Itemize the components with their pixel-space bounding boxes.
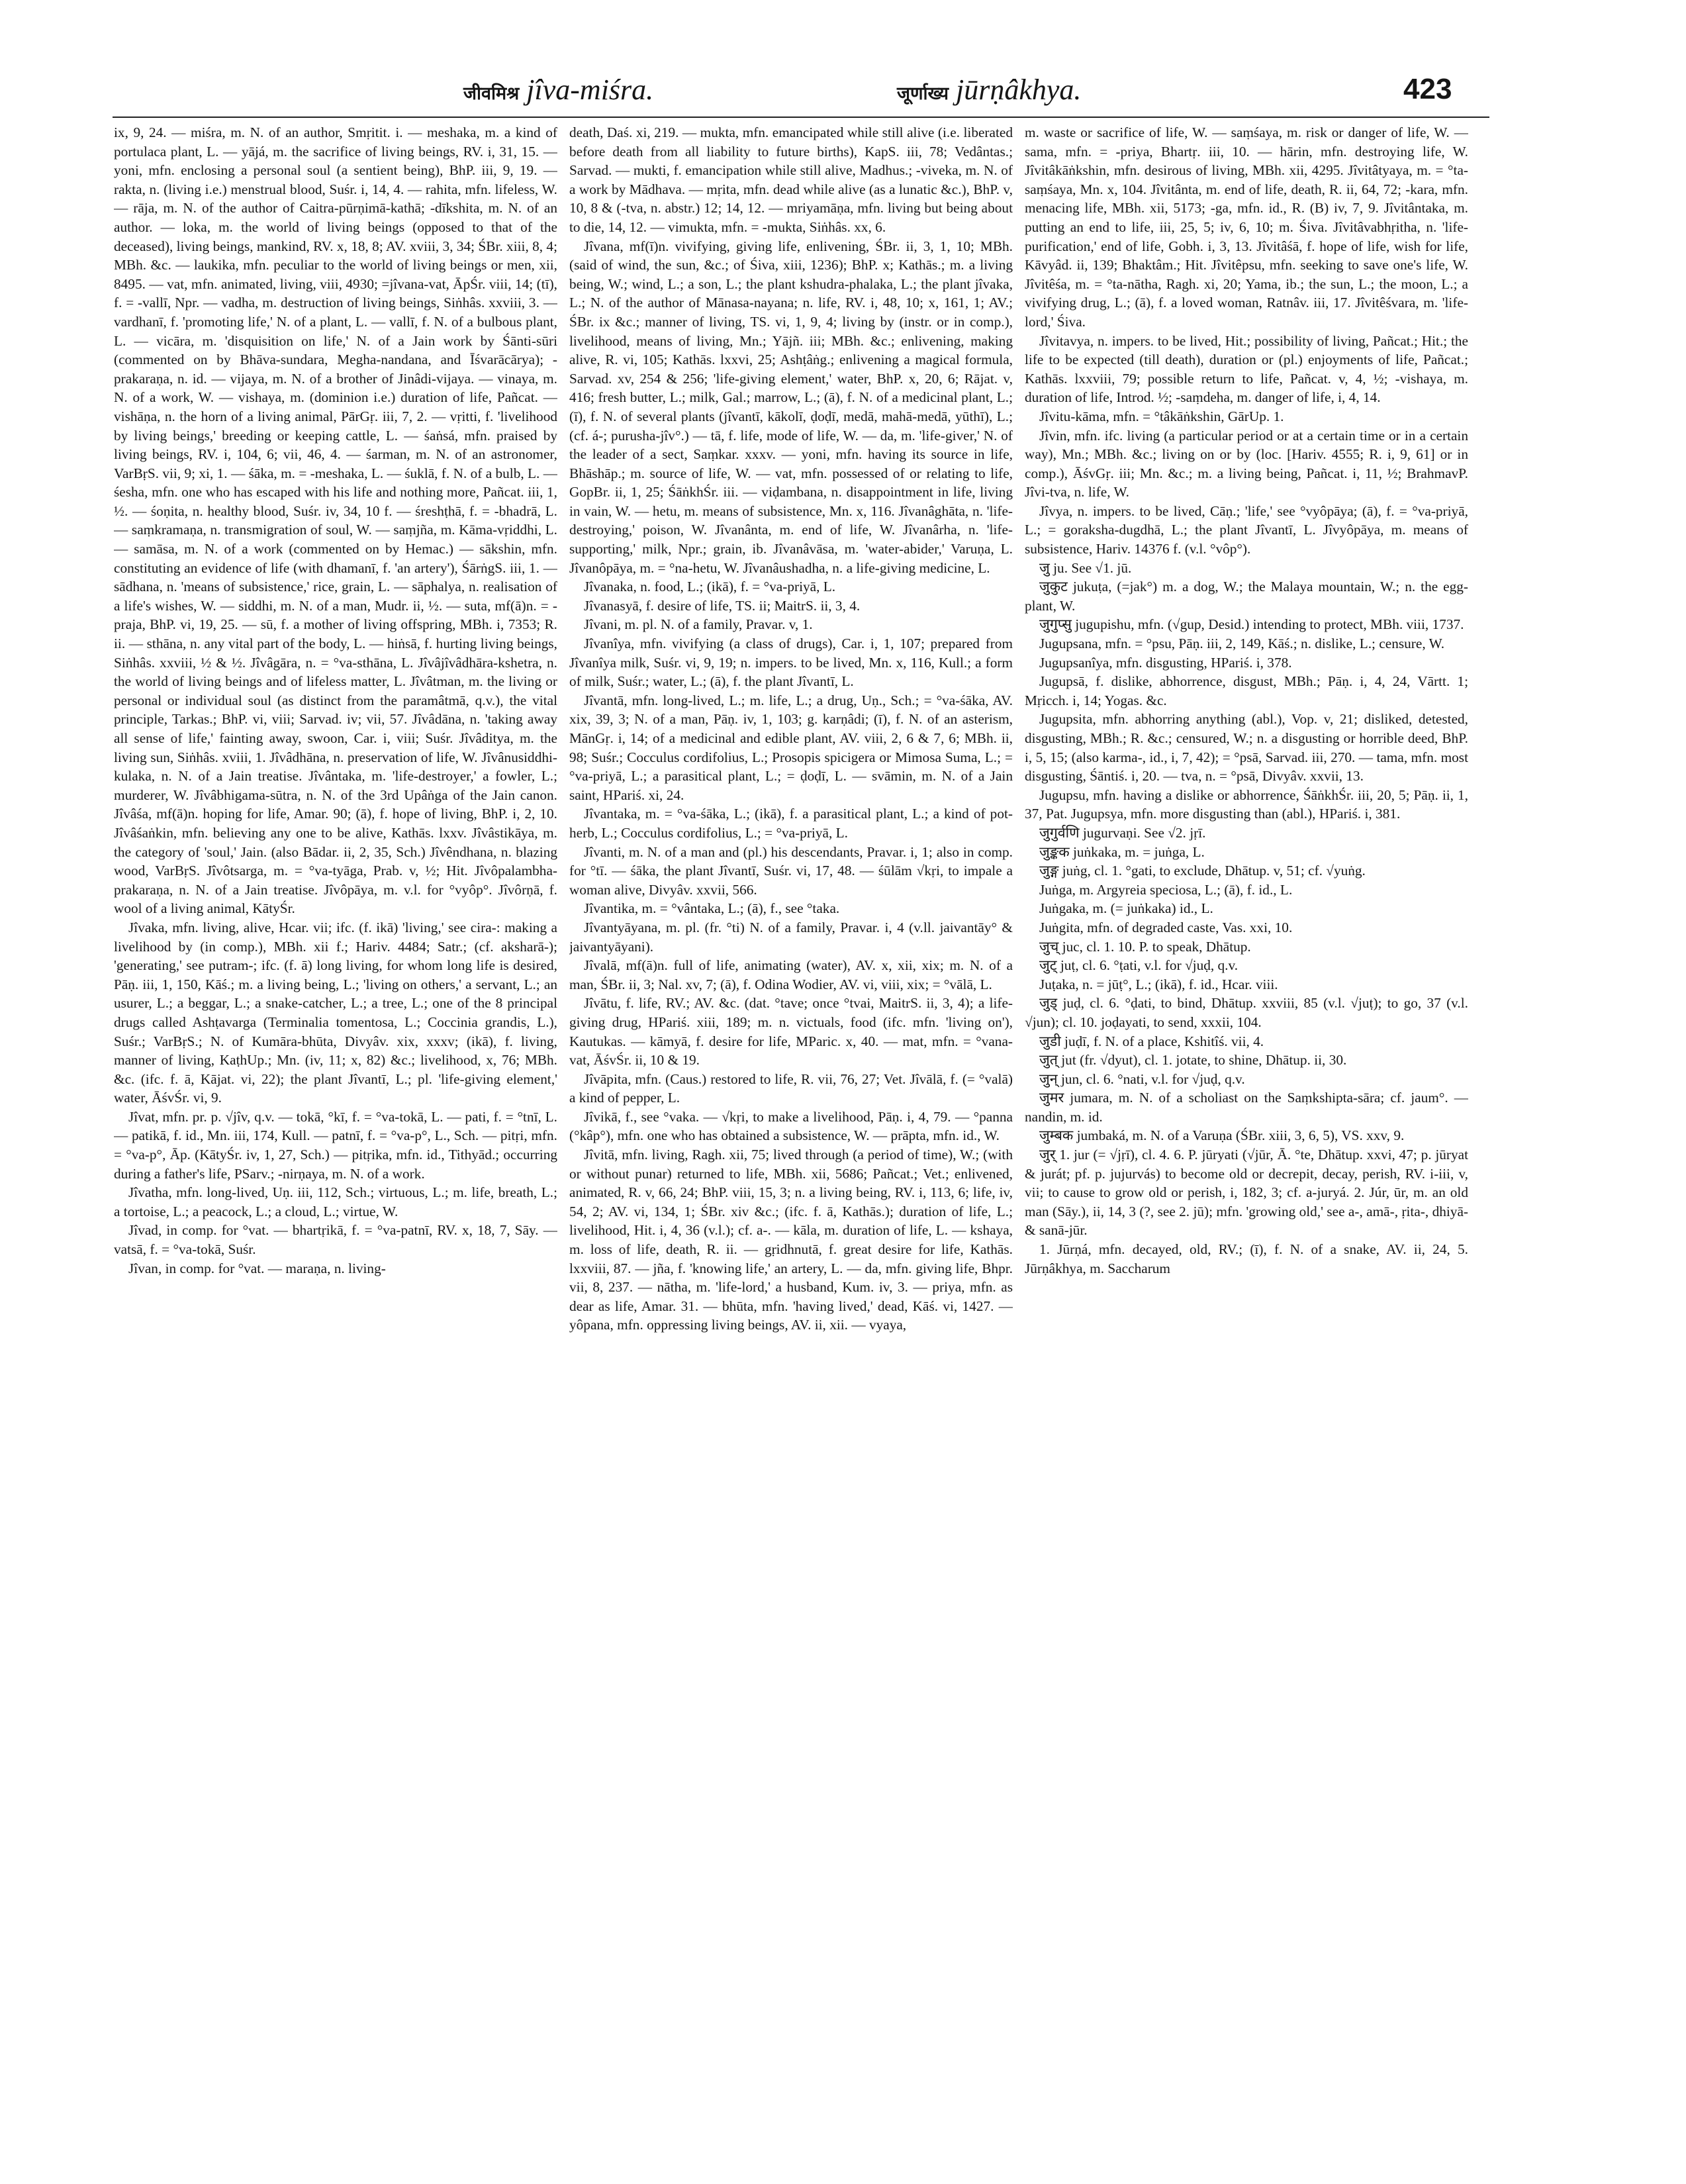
dictionary-entry: जुकुट jukuṭa, (=jak°) m. a dog, W.; the Malaya mountain, W.; n. the egg-plant, W.	[1025, 579, 1468, 614]
dictionary-entry: जुडी juḍī, f. N. of a place, Kshitîś. vii, 4.	[1039, 1033, 1264, 1049]
dictionary-entry: Juṅgaka, m. (= juṅkaka) id., L.	[1039, 900, 1213, 917]
dictionary-entry: जु ju. See √1. jū.	[1039, 559, 1132, 576]
dictionary-entry: Jîvitavya, n. impers. to be lived, Hit.; possibility of living, Pañcat.; Hit.; the life to be expected (till death), duration or (pl.) enjoyments of life, Pañcat.; Kathās. lxxviii, 79; possible return to life, Pañcat. v, 4, ½; -vishaya, m. duration of life, Introd. ½; -saṃdeha, m. danger of life, i, 4, 14.	[1025, 332, 1468, 406]
dictionary-entry: जुच् juc, cl. 1. 10. P. to speak, Dhātup.	[1039, 938, 1251, 955]
dictionary-entry: Jîvad, in comp. for °vat. — bhartṛikā, f. = °va-patnī, RV. x, 18, 7, Sāy. — vatsā, f. = °va-tokā, Suśr.	[114, 1222, 557, 1258]
dictionary-entry: Jîvātu, f. life, RV.; AV. &c. (dat. °tave; once °tvai, MaitrS. ii, 3, 4); a life-giving drug, HPariś. xiii, 189; m. n. victuals, food (ifc. mfn. 'living on'), Kautukas. — kāmyā, f. desire for life, MParic. x, 40. — mat, mfn. = °vana-vat, ĀśvŚr. ii, 10 & 19.	[569, 995, 1013, 1068]
dictionary-entry: जुट् juṭ, cl. 6. °ṭati, v.l. for √juḍ, q.v.	[1039, 957, 1239, 974]
dictionary-entry: Juṭaka, n. = jūṭ°, L.; (ikā), f. id., Hcar. viii.	[1039, 976, 1278, 992]
dictionary-entry: जुङ्ग juṅg, cl. 1. °gati, to exclude, Dhātup. v, 51; cf. √yuṅg.	[1039, 863, 1366, 879]
running-head-left	[463, 73, 653, 107]
dictionary-entry: Jîvitā, mfn. living, Ragh. xii, 75; lived through (a period of time), W.; (with or without punar) returned to life, MBh. xii, 5686; Pañcat.; Vet.; enlivened, animated, R. v, 66, 24; BhP. viii, 15, 3; n. a living being, RV. i, 113, 6; life, iv, 54, 2; AV. vi, 134, 1; ŚBr. xiv &c.; (ifc. f. ā, Kathās.); duration of life, L.; livelihood, Hit. i, 4, 36 (v.l.); cf. a-. — kāla, m. duration of life, L. — kshaya, m. loss of life, death, R. ii. — gṛidhnutā, f. great desire for life, Kathās. lxxviii, 87. — jña, f. 'knowing life,' an artery, L. — da, mfn. giving life, Bhpr. vii, 8, 237. — nātha, m. 'life-lord,' a husband, Kum. iv, 3. — priya, mfn. as dear as life, Amar. 31. — bhūta, mfn. 'having lived,' dead, Kāś. vi, 1427. — yôpana, mfn. oppressing living beings, AV. ii, xii. — vyaya,	[569, 1147, 1013, 1333]
dictionary-entry: Jîvantyāyana, m. pl. (fr. °ti) N. of a family, Pravar. i, 4 (v.ll. jaivantāy° & jaivantyāyani).	[569, 919, 1013, 955]
dictionary-entry: Jîvantika, m. = °vântaka, L.; (ā), f., see °taka.	[584, 900, 840, 917]
dictionary-entry: Jugupsita, mfn. abhorring anything (abl.), Vop. v, 21; disliked, detested, disgusting, MBh.; R. &c.; censured, W.; n. a disgusting or horrible deed, BhP. i, 5, 15; (also karma-, id., i, 7, 42); = °psā, Sarvad. iii, 270. — tama, mfn. most disgusting, Śāntiś. i, 20. — tva, n. = °psā, Divyâv. xxvii, 13.	[1025, 711, 1468, 784]
dictionary-entry: Jîvalā, mf(ā)n. full of life, animating (water), AV. x, xii, xix; m. N. of a man, ŚBr. ii, 3; Nal. xv, 7; (ā), f. Odina Wodier, AV. vi, viii, xix; = °vālā, L.	[569, 957, 1013, 992]
dictionary-entry: Jîvat, mfn. pr. p. √jîv, q.v. — tokā, °kī, f. = °va-tokā, L. — pati, f. = °tnī, L. — patikā, f. id., Mn. iii, 174, Kull. — patnī, f. = °va-p°, L., Sch. — pitṛi, mfn. = °va-p°, Āp. (KātyŚr. iv, 1, 27, Sch.) — pitṛika, mfn. id., Tithyād.; occurring during a father's life, PSarv.; -nirṇaya, m. N. of a work.	[114, 1108, 557, 1182]
dictionary-entry: Jîvaka, mfn. living, alive, Hcar. vii; ifc. (f. ikā) 'living,' see cira-: making a livelihood by (in comp.), MBh. xii f.; Hariv. 4484; Satr.; (cf. aksharā-); 'generating,' see putram-; ifc. (f. ā) long living, for whom long life is desired, Pāṇ. iii, 1, 150, Kāś.; m. a living being, L.; 'living on others,' a servant, L.; an usurer, L.; a beggar, L.; a snake-catcher, L.; a tree, L.; one of the 8 principal drugs called Ashṭavarga (Terminalia tomentosa, L.; Coccinia grandis, L.), Suśr.; VarBṛS.; N. of Kumāra-bhūta, Divyâv. xix, xxxv; (ikā), f. living, manner of living, KaṭhUp.; Mn. (iv, 11; x, 82) &c.; livelihood, x, 76; MBh. &c. (ifc. f. ā, Kājat. vi, 22); the plant Jîvantī, L.; pl. 'life-giving element,' water, ĀśvŚr. vi, 9.	[114, 919, 557, 1106]
dictionary-entry: Jîvya, n. impers. to be lived, Cāṇ.; 'life,' see °vyôpāya; (ā), f. = °va-priyā, L.; = goraksha-dugdhā, L.; the plant Jîvantī, L. Jîvyôpāya, m. means of subsistence, Hariv. 14376 f. (v.l. °vôp°).	[1025, 502, 1468, 557]
column-3	[1025, 123, 1468, 2162]
dictionary-entry: जुड् juḍ, cl. 6. °ḍati, to bind, Dhātup. xxviii, 85 (v.l. √juṭ); to go, 37 (v.l. √jun); cl. 10. joḍayati, to send, xxxii, 104.	[1025, 995, 1468, 1030]
running-head-left-devanagari: जीवमिश्र	[463, 83, 520, 103]
running-head-center-devanagari: जूर्णाख्य	[897, 83, 949, 103]
dictionary-entry: जुन् jun, cl. 6. °nati, v.l. for √juḍ, q.v.	[1039, 1070, 1245, 1087]
dictionary-entry: Jîvan, in comp. for °vat. — maraṇa, n. living-	[128, 1260, 386, 1276]
dictionary-entry: Jîvanîya, mfn. vivifying (a class of drugs), Car. i, 1, 107; prepared from Jîvanîya milk, Suśr. vi, 9, 19; n. impers. to be lived, Mn. x, 116, Kull.; a form of milk, Suśr.; water, L.; (ā), f. the plant Jîvantī, L.	[569, 636, 1013, 690]
dictionary-entry: death, Daś. xi, 219. — mukta, mfn. emancipated while still alive (i.e. liberated before death from all liability to future births), KapS. iii, 78; Vedântas.; Sarvad. — mukti, f. emancipation while still alive, Madhus.; -viveka, m. N. of a work by Mādhava. — mṛita, mfn. dead while alive (as a lunatic &c.), BhP. v, 10, 8 & (-tva, n. abstr.) 12; 14, 12. — mriyamāṇa, mfn. living but being about to die, 14, 12. — vimukta, mfn. = -mukta, Siṅhâs. xx, 6.	[569, 124, 1013, 235]
dictionary-entry: Jîvatha, mfn. long-lived, Uṇ. iii, 112, Sch.; virtuous, L.; m. life, breath, L.; a tortoise, L.; a peacock, L.; a cloud, L.; virtue, W.	[114, 1184, 557, 1219]
dictionary-entry: Jîvanaka, n. food, L.; (ikā), f. = °va-priyā, L.	[584, 579, 836, 595]
dictionary-entry: 1. Jūrṇá, mfn. decayed, old, RV.; (ī), f. N. of a snake, AV. ii, 24, 5. Jūrṇâkhya, m. Saccharum	[1025, 1241, 1468, 1276]
dictionary-entry: Jîvin, mfn. ifc. living (a particular period or at a certain time or in a certain way), Mn.; MBh. &c.; living on or by (loc. [Hariv. 4555; R. i, 9, 61] or in comp.), ĀśvGṛ. iii; Mn. &c.; m. a living being, Pañcat. i, 11, ½; BrahmavP. Jîvi-tva, n. life, W.	[1025, 427, 1468, 500]
dictionary-entry: Jîvana, mf(ī)n. vivifying, giving life, enlivening, ŚBr. ii, 3, 1, 10; MBh. (said of wind, the sun, &c.; of Śiva, xiii, 1236); BhP. x; Kathās.; m. a living being, W.; wind, L.; a son, L.; the plant kshudra-phalaka, L.; the plant jîvaka, L.; N. of the author of Mānasa-nayana; n. life, RV. i, 48, 10; x, 161, 1; AV.; ŚBr. ix &c.; manner of living, TS. vi, 1, 9, 4; living by (instr. or in comp.), livelihood, means of living, Mn.; Yājñ. iii; MBh. &c.; enlivening, making alive, R. vi, 105; Kathās. lxxvi, 25; Ashṭâṅg.; enlivening a magical formula, Sarvad. xv, 254 & 256; 'life-giving element,' water, BhP. x, 20, 6; Rājat. v, 416; fresh butter, L.; milk, Gal.; marrow, L.; (ā), f. N. of a medicinal plant, L.; (ī), f. N. of several plants (jîvantī, kākolī, ḍoḍī, medā, mahā-medā, yūthī), L.; (cf. á-; purusha-jîv°.) — tā, f. life, mode of life, W. — da, m. 'life-giver,' N. of the leader of a sect, Saṃkar. xxxv. — yoni, mfn. having its source in life, Bhāshāp.; m. source of life, W. — vat, mfn. possessed of or relating to life, GopBr. ii, 1, 25; ŚāṅkhŚr. iii. — viḍambana, n. disappointment in life, living in vain, W. — hetu, m. means of subsistence, Mn. x, 116. Jîvanâghāta, n. 'life-destroying,' poison, W. Jîvanânta, m. end of life, W. Jîvanârha, n. 'life-supporting,' milk, Npr.; grain, ib. Jîvanâvāsa, m. 'water-abider,' Varuṇa, L. Jîvanôpāya, m. = °na-hetu, W. Jîvanâushadha, n. a life-giving medicine, L.	[569, 238, 1013, 576]
dictionary-entry: Juṅga, m. Argyreia speciosa, L.; (ā), f. id., L.	[1039, 881, 1293, 898]
dictionary-entry: Jîvitu-kāma, mfn. = °tâkāṅkshin, GārUp. 1.	[1039, 408, 1284, 424]
dictionary-entry: Jîvantaka, m. = °va-śāka, L.; (ikā), f. a parasitical plant, L.; a kind of pot-herb, L.; Cocculus cordifolius, L.; = °va-priyā, L.	[569, 806, 1013, 841]
dictionary-entry: m. waste or sacrifice of life, W. — saṃśaya, m. risk or danger of life, W. — sama, mfn. = -priya, Bhartṛ. iii, 10. — hārin, mfn. destroying life, W. Jîvitâkāṅkshin, mfn. desirous of living, MBh. xii, 4295. Jîvitâtyaya, m. = °ta-saṃśaya, Mn. x, 104. Jîvitânta, m. end of life, death, R. ii, 64, 72; -kara, mfn. menacing life, MBh. xii, 5173; -ga, mfn. id., R. (B) iv, 7, 9. Jîvitântaka, m. putting an end to life, iii, 25, 5; iv, 6, 10; m. Śiva. Jîvitâvabhṛitha, n. 'life-purification,' end of life, Gobh. i, 3, 13. Jîvitâśā, f. hope of life, wish for life, Kāvyâd. ii, 139; Bhaktâm.; Hit. Jîvitêpsu, mfn. seeking to save one's life, W. Jîvitêśa, m. = °ta-nātha, Ragh. xi, 20; Yama, ib.; the sun, L.; the moon, L.; a vivifying drug, L.; (ā), f. a loved woman, Ratnâv. iii, 17. Jîvitêśvara, m. 'life-lord,' Śiva.	[1025, 124, 1468, 330]
dictionary-entry: Juṅgita, mfn. of degraded caste, Vas. xxi, 10.	[1039, 919, 1293, 935]
dictionary-entry: Jîvantā, mfn. long-lived, L.; m. life, L.; a drug, Uṇ., Sch.; = °va-śāka, AV. xix, 39, 3; N. of a man, Pāṇ. iv, 1, 103; g. karṇâdi; (ī), f. N. of an asterism, MānGṛ. i, 14; of a medicinal and edible plant, AV. viii, 2, 6 & 7, 6; MBh. ii, 98; Suśr.; Cocculus cordifolius, L.; Prosopis spicigera or Mimosa Suma, L.; = °va-priyā, L.; a parasitical plant, L.; = ḍoḍī, L. — svāmin, m. N. of a Jain saint, HPariś. xi, 24.	[569, 692, 1013, 803]
dictionary-entry: जुर् 1. jur (= √jṛī), cl. 4. 6. P. jūryati (√jūr, Ā. °te, Dhātup. xxvi, 47; p. jūryat & jurát; pf. p. jujurvás) to become old or decrepit, decay, perish, RV. i-iii, v, vii; to cause to grow old or perish, i, 182, 3; cf. a-juryá. 2. Júr, ūr, m. an old man (Sāy.), ii, 14, 3 (?, see 2. jū); mfn. 'growing old,' see a-, amā-, ṛita-, dhiyā- & sanā-jūr.	[1025, 1147, 1468, 1239]
dictionary-entry: जुमर jumara, m. N. of a scholiast on the Saṃkshipta-sāra; cf. jaum°. — nandin, m. id.	[1025, 1090, 1468, 1125]
dictionary-entry: ix, 9, 24. — miśra, m. N. of an author, Smṛitit. i. — meshaka, m. a kind of portulaca plant, L. — yājá, m. the sacrifice of living beings, RV. i, 31, 15. — yoni, mfn. enclosing a personal soul (a sentient being), BhP. iii, 9, 19. — rakta, n. (living i.e.) menstrual blood, Suśr. i, 14, 4. — rahita, mfn. lifeless, W. — rāja, m. N. of the author of Caitra-pūrṇimā-kathā; -dīkshita, m. N. of an author. — loka, m. the world of living beings (opposed to that of the deceased), living beings, mankind, RV. x, 18, 8; AV. xviii, 3, 34; ŚBr. xiii, 8, 4; MBh. &c. — laukika, mfn. peculiar to the world of living beings or men, xii, 8495. — vat, mfn. animated, living, viii, 4930; =jîvana-vat, ĀpŚr. viii, 14; (tī), f. = -vallī, Npr. — vadha, m. destruction of living beings, Siṅhâs. xxviii, 3. — vardhanī, f. 'promoting life,' N. of a plant, L. — vallī, f. N. of a bulbous plant, L. — vicāra, m. 'disquisition on life,' N. of a Jain work by Śānti-sūri (commented on by Bhāva-sundara, Megha-nandana, and Īśvarācārya); -prakaraṇa, n. id. — vijaya, m. N. of a brother of Jinâdi-vijaya. — vinaya, m. N. of a work, W. — vishaya, m. (dominion i.e.) duration of life, Pañcat. — vishāṇa, n. the horn of a living animal, PārGṛ. iii, 7, 2. — vṛitti, f. 'livelihood by living beings,' breeding or keeping cattle, L. — śaṅsá, mfn. praised by living beings, RV. i, 104, 6; vii, 46, 4. — śarman, m. N. of an astronomer, VarBṛS. vii, 9; xi, 1. — śāka, m. = -meshaka, L. — śuklā, f. N. of a bulb, L. — śesha, mfn. one who has escaped with his life and nothing more, Pañcat. iii, 1, ½. — śoṇita, n. healthy blood, Suśr. iv, 34, 10 f. — śreshṭhā, f. = -bhadrā, L. — saṃkramaṇa, n. transmigration of soul, W. — saṃjña, m. Kāma-vṛiddhi, L. — samāsa, m. N. of a work (commented on by Hemac.) — sākshin, mfn. constituting an evidence of life (with dhamanī, f. 'an artery'), ŚārṅgS. iii, 1. — sādhana, n. 'means of subsistence,' rice, grain, L. — sāphalya, n. realisation of a life's wishes, W. — siddhi, m. N. of a man, Mudr. ii, ½. — suta, mf(ā)n. = -praja, BhP. vi, 19, 25. — sū, f. a mother of living offspring, MBh. i, 7353; R. ii. — sthāna, n. any vital part of the body, L. — hiṅsā, f. hurting living beings, Siṅhâs. xxviii, ½ & ½. Jîvâgāra, n. = °va-sthāna, L. Jîvâjîvâdhāra-kshetra, n. the world of living beings and of lifeless matter, L. Jîvâtman, m. the living or personal or individual soul (as distinct from the paramâtmā, q.v.), the vital principle, Tarkas.; BhP. vi, viii; Sarvad. iv; vii, 57. Jîvâdāna, n. 'taking away all sense of life,' fainting away, swoon, Car. i, viii; Suśr. Jîvâditya, m. the living sun, Siṅhâs. xviii, 1. Jîvâdhāna, n. preservation of life, W. Jîvânusiddhi-kulaka, n. N. of a Jain treatise. Jîvântaka, m. 'life-destroyer,' a fowler, L.; murderer, W. Jîvâbhigama-sūtra, n. N. of the 3rd Upâṅga of the Jain canon. Jîvâśa, mf(ā)n. hoping for life, Amar. 90; (ā), f. hope of living, BhP. i, 2, 10. Jîvâśaṅkin, mfn. believing any one to be alive, Kathās. lxxv. Jîvâstikāya, m. the category of 'soul,' Jain. (also Bādar. ii, 2, 35, Sch.) Jîvêndhana, n. blazing wood, VarBṛS. Jîvôtsarga, m. = °va-tyāga, Prab. v, ½; Hit. Jîvôpalambha-prakaraṇa, n. N. of a Jain treatise. Jîvôpāya, m. v.l. for °vyôp°. Jîvôrṇā, f. wool of a living animal, KātyŚr.	[114, 124, 557, 917]
dictionary-entry: Jugupsā, f. dislike, abhorrence, disgust, MBh.; Pāṇ. i, 4, 24, Vārtt. 1; Mṛicch. i, 14; Yogas. &c.	[1025, 673, 1468, 708]
dictionary-entry: Jîvāpita, mfn. (Caus.) restored to life, R. vii, 76, 27; Vet. Jîvālā, f. (= °valā) a kind of pepper, L.	[569, 1070, 1013, 1106]
running-head-center	[897, 73, 1081, 107]
dictionary-entry: Jugupsu, mfn. having a dislike or abhorrence, ŚāṅkhŚr. iii, 20, 5; Pāṇ. ii, 1, 37, Pat. Jugupsya, mfn. more disgusting than (abl.), HPariś. i, 381.	[1025, 786, 1468, 822]
dictionary-entry: Jîvani, m. pl. N. of a family, Pravar. v, 1.	[584, 616, 813, 633]
dictionary-entry: जुम्बक jumbaká, m. N. of a Varuṇa (ŚBr. xiii, 3, 6, 5), VS. xxv, 9.	[1039, 1127, 1405, 1144]
dictionary-entry: जुङ्कक juṅkaka, m. = juṅga, L.	[1039, 843, 1205, 860]
header-rule	[113, 117, 1489, 118]
column-2	[569, 123, 1013, 2162]
page-number: 423	[1403, 73, 1452, 105]
running-head-left-roman: jîva-miśra.	[526, 73, 654, 106]
dictionary-entry: Jîvanti, m. N. of a man and (pl.) his descendants, Pravar. i, 1; also in comp. for °tī. — śāka, the plant Jîvantī, Suśr. vi, 17, 48. — śūlām √kṛi, to impale a woman alive, Divyâv. xxvii, 566.	[569, 843, 1013, 898]
dictionary-entry: Jugupsanîya, mfn. disgusting, HPariś. i, 378.	[1039, 654, 1292, 671]
column-1	[114, 123, 557, 2162]
dictionary-entry: जुत् jut (fr. √dyut), cl. 1. jotate, to shine, Dhātup. ii, 30.	[1039, 1052, 1347, 1068]
dictionary-entry: Jîvikā, f., see °vaka. — √kṛi, to make a livelihood, Pāṇ. i, 4, 79. — °panna (°kâp°), mfn. one who has obtained a subsistence, W. — prāpta, mfn. id., W.	[569, 1108, 1013, 1144]
dictionary-entry: Jîvanasyā, f. desire of life, TS. ii; MaitrS. ii, 3, 4.	[584, 597, 861, 614]
dictionary-entry: जुगुप्सु jugupishu, mfn. (√gup, Desid.) intending to protect, MBh. viii, 1737.	[1039, 616, 1464, 633]
dictionary-entry: जुगुर्वणि jugurvaṇi. See √2. jṛī.	[1039, 824, 1206, 841]
dictionary-entry: Jugupsana, mfn. = °psu, Pāṇ. iii, 2, 149, Kāś.; n. dislike, L.; censure, W.	[1039, 636, 1445, 652]
running-head-center-roman: jūrṇâkhya.	[956, 73, 1082, 106]
